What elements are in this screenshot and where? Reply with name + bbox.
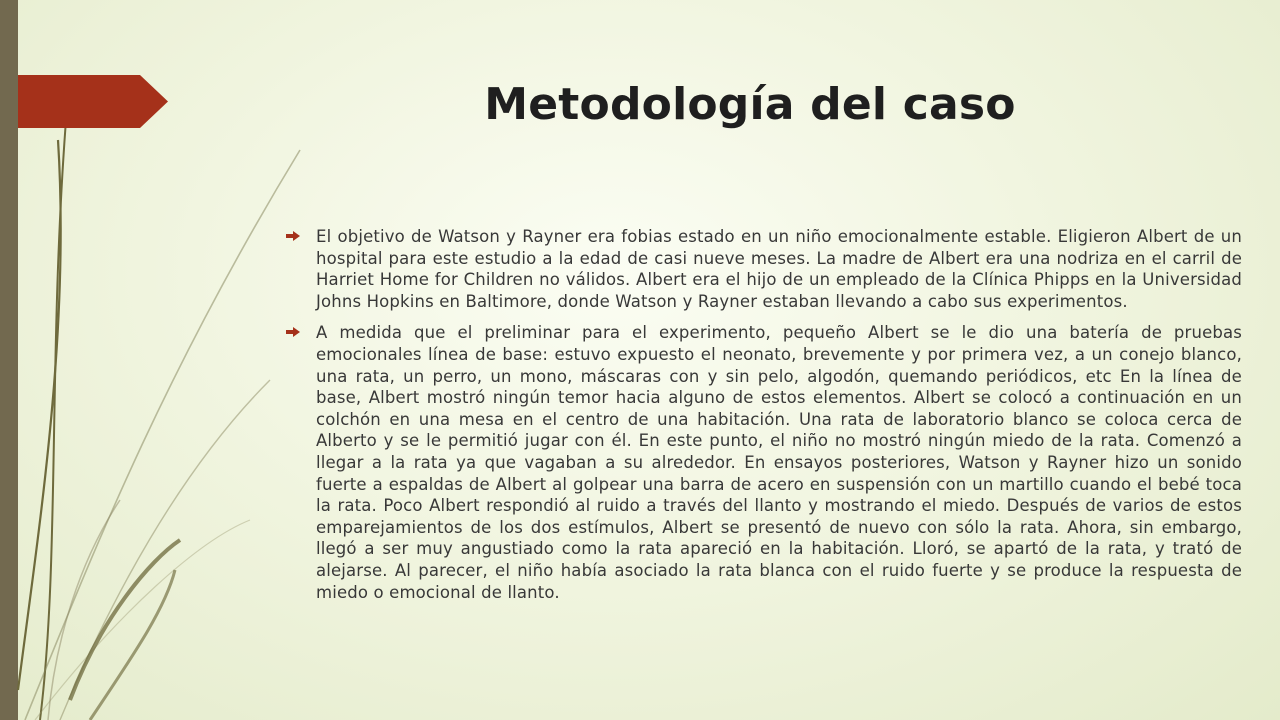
arrow-bullet-icon xyxy=(286,231,300,241)
slide-title: Metodología del caso xyxy=(484,79,1016,130)
bullet-text: A medida que el preliminar para el experimento, pequeño Albert se le dio una batería de pruebas emocionales línea de base: estuvo expuesto el neonato, brevemente y por primera vez, a un conejo blanco, una rata, un perro, un mono, máscaras con y sin pelo, algodón, quemando periódicos, etc En la línea de base, Albert mostró ningún temor hacia alguno de estos elementos. Albert se colocó a continuación en un colchón en una mesa en el centro de una habitación. Una rata de laboratorio blanco se coloca cerca de Alberto y se le permitió jugar con él. En este punto, el niño no mostró ningún miedo de la rata. Comenzó a llegar a la rata ya que vagaban a su alrededor. En ensayos posteriores, Watson y Rayner hizo un sonido fuerte a espaldas de Albert al golpear una barra de acero en suspensión con un martillo cuando el bebé toca la rata. Poco Albert respondió al ruido a través del llanto y mostrando el miedo. Después de varios de estos emparejamientos de los dos estímulos, Albert se presentó de nuevo con sólo la rata. Ahora, sin embargo, llegó a ser muy angustiado como la rata apareció en la habitación. Lloró, se apartó de la rata, y trató de alejarse. Al parecer, el niño había asociado la rata blanca con el ruido fuerte y se produce la respuesta de miedo o emocional de llanto. xyxy=(316,323,1242,602)
arrow-bullet-icon xyxy=(286,327,300,337)
bullet-item xyxy=(282,226,1242,312)
bullet-item xyxy=(282,322,1242,603)
bullet-list xyxy=(282,226,1242,613)
title-arrow-banner xyxy=(18,75,168,128)
bullet-text: El objetivo de Watson y Rayner era fobias estado en un niño emocionalmente estable. Eligieron Albert de un hospital para este estudio a la edad de casi nueve meses. La madre de Albert era una nodriza en el carril de Harriet Home for Children no válidos. Albert era el hijo de un empleado de la Clínica Phipps en la Universidad Johns Hopkins en Baltimore, donde Watson y Rayner estaban llevando a cabo sus experimentos. xyxy=(316,227,1242,311)
